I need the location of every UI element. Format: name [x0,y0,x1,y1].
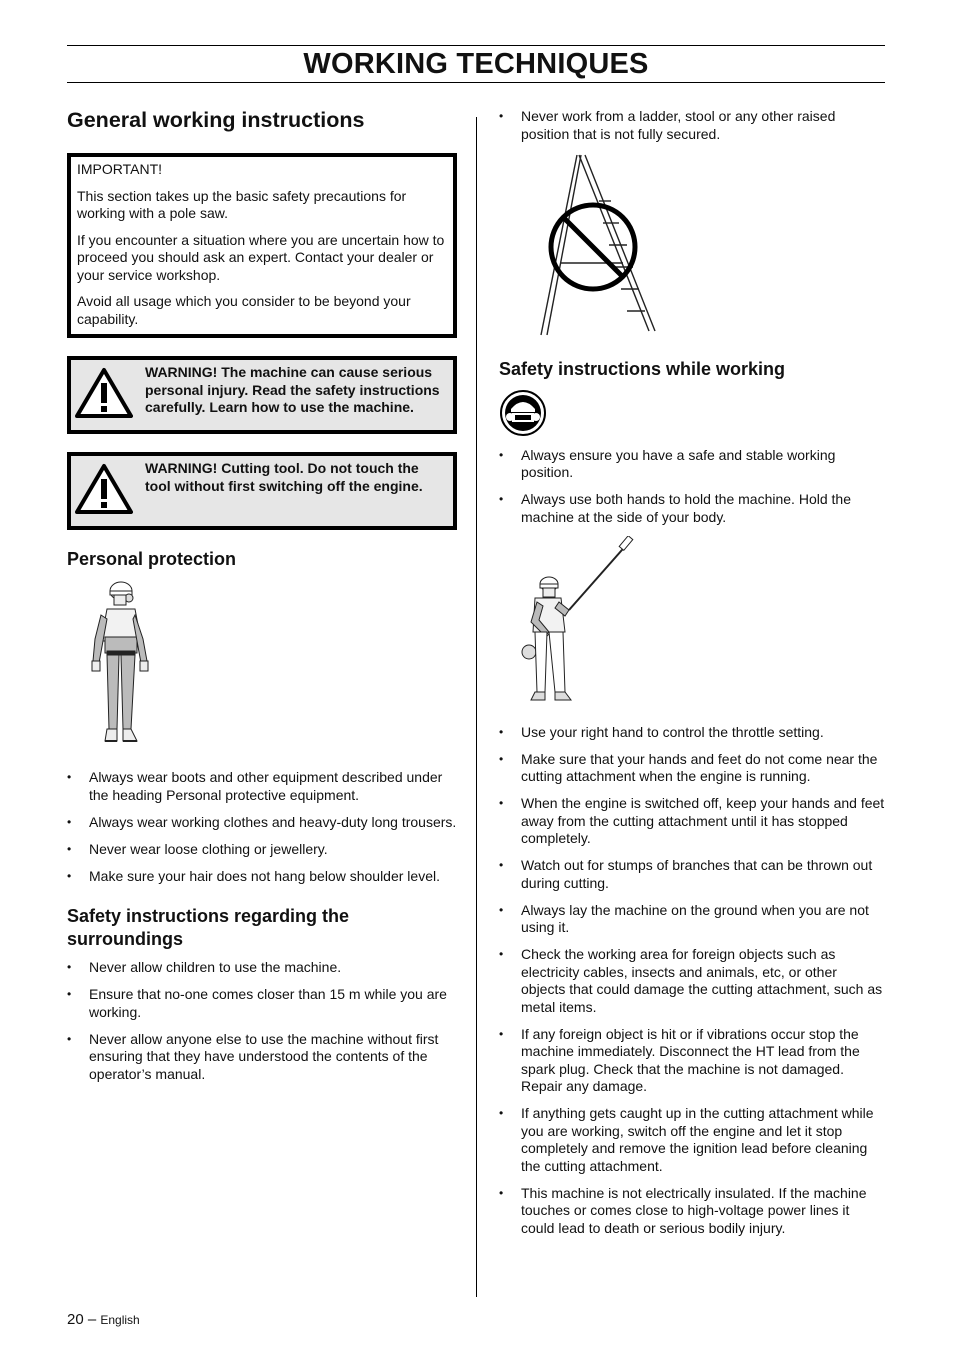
list-item: • Always wear boots and other equipment described under the heading Personal protective equipment. [67,769,457,804]
list-item: • Watch out for stumps of branches that can be thrown out during cutting. [499,857,885,892]
list-item: • Always ensure you have a safe and stable working position. [499,447,885,482]
list-item: • Always use both hands to hold the machine. Hold the machine at the side of your body. [499,491,885,526]
warning-triangle-icon [75,460,137,520]
list-item: • Use your right hand to control the throttle setting. [499,724,885,742]
page-number: 20 – [67,1311,97,1328]
list-item: • This machine is not electrically insulated. If the machine touches or comes close to high-voltage power lines it could lead to death or serious bodily injury. [499,1185,885,1238]
list-item: • If any foreign object is hit or if vibrations occur stop the machine immediately. Disconnect the HT lead from the spark plug. Check that the machine is not damaged. Repair any damage. [499,1026,885,1096]
warning-box [67,356,457,434]
list-item: • Ensure that no-one comes closer than 15 m while you are working. [67,986,457,1021]
personal-protection-title: Personal protection [67,549,237,569]
warning-text: WARNING! The machine can cause serious personal injury. Read the safety instructions carefully. Learn how to use the machine. [145,364,440,415]
footer-language: English [100,1313,140,1327]
protective-gear-person-illustration [89,579,179,751]
working-list-b [499,724,885,1238]
warning-triangle-icon [75,364,137,424]
surroundings-list [67,959,457,1083]
left-column [67,100,457,1093]
surroundings-title: Safety instructions regarding the surroundings [67,906,350,949]
personal-protection-list [67,769,457,885]
ladder-warning-list [499,108,885,143]
list-item: • Always wear working clothes and heavy-duty long trousers. [67,814,457,832]
working-list-a [499,447,885,527]
important-paragraph: Avoid all usage which you consider to be beyond your capability. [77,293,411,327]
important-paragraph: This section takes up the basic safety precautions for working with a pole saw. [77,187,407,221]
list-item: • Never work from a ladder, stool or any other raised position that is not fully secured. [499,108,885,143]
working-title: Safety instructions while working [499,358,786,379]
page-footer [67,1311,140,1328]
page-title: WORKING TECHNIQUES [303,48,649,80]
warning-box [67,452,457,530]
page-header [67,45,885,83]
section-title: General working instructions [67,108,365,132]
column-divider [476,117,477,1297]
list-item: • Make sure that your hands and feet do not come near the cutting attachment when the engine is running. [499,751,885,786]
list-item: • Never wear loose clothing or jewellery. [67,841,457,859]
important-heading: IMPORTANT! [77,161,163,177]
list-item: • Always lay the machine on the ground when you are not using it. [499,902,885,937]
important-paragraph: If you encounter a situation where you are uncertain how to proceed you should ask an expert. Contact your dealer or your service workshop. [77,231,445,283]
protective-equipment-icon [499,389,547,437]
warning-text: WARNING! Cutting tool. Do not touch the tool without first switching off the engine. [145,460,423,494]
right-column [499,108,885,1247]
list-item: • Check the working area for foreign objects such as electricity cables, insects and animals, etc, or other objects that could damage the cutting attachment, such as metal items. [499,946,885,1016]
list-item: • Never allow children to use the machine. [67,959,457,977]
important-box [67,153,457,338]
list-item: • If anything gets caught up in the cutting attachment while you are working, switch off the engine and let it stop completely and remove the ignition lead before cleaning the cutting attachment. [499,1105,885,1175]
list-item: • When the engine is switched off, keep your hands and feet away from the cutting attachment until it has stopped completely. [499,795,885,848]
no-ladder-illustration [539,153,669,338]
list-item: • Never allow anyone else to use the machine without first ensuring that they have understood the contents of the operator’s manual. [67,1031,457,1084]
person-with-pole-saw-illustration [521,536,641,706]
list-item: • Make sure your hair does not hang below shoulder level. [67,868,457,886]
